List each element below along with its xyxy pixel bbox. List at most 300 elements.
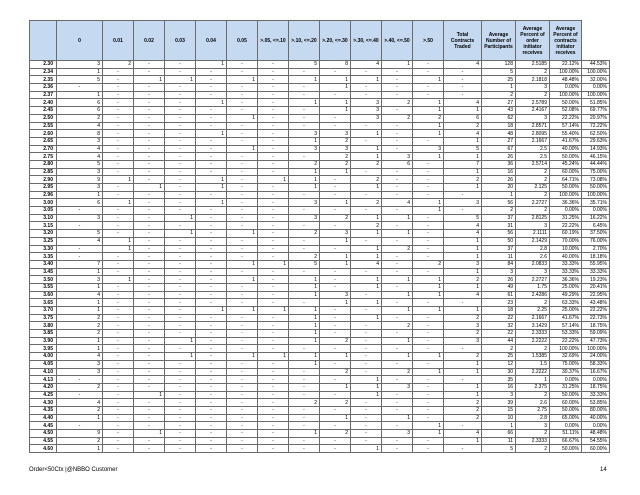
table-cell: 1 [165, 214, 196, 222]
table-cell: - [351, 414, 382, 422]
table-cell: - [320, 345, 351, 353]
table-cell: - [103, 383, 134, 391]
table-cell: 44 [482, 337, 516, 345]
table-cell: - [165, 360, 196, 368]
table-cell: - [227, 376, 258, 384]
table-row [30, 130, 610, 138]
table-cell: 3 [351, 114, 382, 122]
table-cell: - [165, 160, 196, 168]
table-cell: - [103, 268, 134, 276]
row-price-cell: 3.35 [30, 253, 57, 261]
table-cell: 60.00% [550, 399, 582, 407]
row-price-cell: 3.55 [30, 283, 57, 291]
table-cell: - [196, 383, 227, 391]
table-row [30, 430, 610, 438]
table-cell: 1 [444, 107, 482, 115]
table-cell: 2 [516, 345, 550, 353]
table-row [30, 153, 610, 161]
table-cell: 4 [444, 130, 482, 138]
table-cell: - [351, 68, 382, 76]
table-cell: 32.00% [582, 76, 610, 84]
row-price-cell: 2.75 [30, 153, 57, 161]
table-cell: 1 [382, 414, 413, 422]
table-cell: - [134, 91, 165, 99]
table-row [30, 68, 610, 76]
table-cell: 5 [57, 160, 103, 168]
table-cell: 1 [351, 391, 382, 399]
table-cell: - [196, 114, 227, 122]
table-cell: - [165, 430, 196, 438]
table-cell: - [103, 345, 134, 353]
table-cell: 50.00% [550, 445, 582, 453]
table-cell: 2 [289, 253, 320, 261]
table-cell: 1 [134, 391, 165, 399]
table-cell: - [351, 84, 382, 92]
column-header: >.20, <=.30 [320, 21, 351, 61]
row-price-cell: 4.05 [30, 360, 57, 368]
table-cell: - [134, 268, 165, 276]
table-cell: - [165, 130, 196, 138]
table-cell: - [103, 107, 134, 115]
table-cell: 2.4286 [516, 291, 550, 299]
table-cell: 2 [444, 276, 482, 284]
table-cell: - [227, 222, 258, 230]
contracts-table [29, 20, 610, 453]
table-cell: 3.1429 [516, 322, 550, 330]
table-cell: 1 [351, 283, 382, 291]
table-cell: - [382, 445, 413, 453]
table-row [30, 207, 610, 215]
column-header: 0.05 [227, 21, 258, 61]
table-cell: 1 [382, 230, 413, 238]
table-cell: - [196, 122, 227, 130]
table-cell: 1 [196, 176, 227, 184]
table-cell: 100.00% [550, 345, 582, 353]
table-cell: 67 [482, 145, 516, 153]
table-cell: 18.18% [582, 253, 610, 261]
row-price-cell: 2.70 [30, 145, 57, 153]
table-cell: - [196, 391, 227, 399]
table-cell: - [227, 391, 258, 399]
table-cell: 0.00% [582, 376, 610, 384]
table-cell: 1 [165, 76, 196, 84]
table-cell: 2 [482, 207, 516, 215]
table-row [30, 422, 610, 430]
table-cell: - [320, 360, 351, 368]
table-cell: - [382, 314, 413, 322]
table-cell: 1 [196, 184, 227, 192]
column-header: Average Percent of order initiator receives [516, 21, 550, 61]
table-cell: - [258, 322, 289, 330]
table-cell: 3 [57, 184, 103, 192]
row-price-cell: 3.70 [30, 307, 57, 315]
table-cell: 2 [57, 406, 103, 414]
table-cell: - [134, 199, 165, 207]
table-cell: 3 [57, 214, 103, 222]
table-cell: 4 [444, 230, 482, 238]
table-cell: 2.2727 [516, 199, 550, 207]
table-cell: 4 [351, 61, 382, 69]
table-cell: 4 [444, 99, 482, 107]
table-cell: 1 [57, 307, 103, 315]
row-price-cell: 4.55 [30, 437, 57, 445]
table-cell: 1 [227, 260, 258, 268]
table-cell: 1 [289, 360, 320, 368]
table-cell: 1 [444, 283, 482, 291]
table-cell: 2.375 [516, 383, 550, 391]
table-cell: 35.71% [582, 199, 610, 207]
table-cell: 2 [57, 383, 103, 391]
table-cell: - [196, 337, 227, 345]
table-cell: 4 [444, 61, 482, 69]
table-cell: 1 [413, 276, 444, 284]
table-cell: - [413, 406, 444, 414]
table-cell: - [227, 268, 258, 276]
table-cell: 4 [57, 122, 103, 130]
table-cell: 1 [320, 76, 351, 84]
table-cell: - [134, 214, 165, 222]
row-price-cell: 2.90 [30, 176, 57, 184]
table-cell: 1 [351, 299, 382, 307]
table-cell: - [320, 437, 351, 445]
table-cell: - [320, 307, 351, 315]
table-cell: - [196, 314, 227, 322]
row-price-cell: 4.40 [30, 414, 57, 422]
table-cell: 33.33% [582, 391, 610, 399]
table-cell: 22.22% [550, 337, 582, 345]
table-cell: 1 [413, 307, 444, 315]
table-cell: - [227, 84, 258, 92]
table-cell: 1.5 [516, 360, 550, 368]
table-cell: 1 [444, 391, 482, 399]
table-cell: - [413, 345, 444, 353]
table-cell: - [351, 122, 382, 130]
table-cell: - [258, 437, 289, 445]
table-cell: 2 [382, 114, 413, 122]
column-header: >.30, <=.40 [351, 21, 382, 61]
table-row [30, 376, 610, 384]
row-price-cell: 4.13 [30, 376, 57, 384]
table-cell: - [444, 68, 482, 76]
table-row [30, 137, 610, 145]
table-row [30, 445, 610, 453]
table-cell: - [258, 291, 289, 299]
table-cell: 19.23% [582, 276, 610, 284]
table-cell: - [165, 137, 196, 145]
table-cell: 1.75 [516, 283, 550, 291]
table-cell: - [382, 184, 413, 192]
table-cell: 1 [320, 414, 351, 422]
table-cell: - [351, 422, 382, 430]
table-cell: - [103, 153, 134, 161]
table-cell: - [258, 214, 289, 222]
table-cell: 44.44% [582, 160, 610, 168]
table-cell: - [320, 114, 351, 122]
table-cell: - [196, 353, 227, 361]
table-cell: - [227, 422, 258, 430]
table-cell: 3 [289, 130, 320, 138]
table-cell: 73.08% [582, 176, 610, 184]
table-cell: - [165, 283, 196, 291]
table-cell: 1 [444, 253, 482, 261]
row-price-cell: 2.30 [30, 61, 57, 69]
table-cell: 62.50% [582, 130, 610, 138]
table-cell: - [320, 207, 351, 215]
table-cell: - [351, 406, 382, 414]
table-cell: 2.8095 [516, 130, 550, 138]
table-cell: - [196, 268, 227, 276]
table-cell: 29.63% [582, 137, 610, 145]
table-cell: - [258, 230, 289, 238]
table-cell: 1 [351, 276, 382, 284]
table-cell: - [57, 253, 103, 261]
table-cell: - [134, 437, 165, 445]
table-cell: - [351, 337, 382, 345]
table-cell: - [351, 237, 382, 245]
table-cell: - [444, 207, 482, 215]
table-cell: - [227, 122, 258, 130]
table-cell: 1 [413, 353, 444, 361]
table-cell: 61 [482, 291, 516, 299]
table-cell: 1 [289, 322, 320, 330]
table-cell: - [103, 414, 134, 422]
table-cell: - [134, 260, 165, 268]
table-cell: 2 [320, 368, 351, 376]
table-cell: 8 [57, 130, 103, 138]
table-cell: - [382, 145, 413, 153]
table-cell: - [134, 122, 165, 130]
row-price-cell: 2.55 [30, 122, 57, 130]
table-cell: 27 [482, 137, 516, 145]
table-row [30, 99, 610, 107]
table-cell: - [227, 368, 258, 376]
table-cell: - [196, 207, 227, 215]
table-row [30, 291, 610, 299]
table-cell: - [351, 168, 382, 176]
table-cell: 100.00% [550, 191, 582, 199]
table-cell: 2 [516, 445, 550, 453]
row-price-cell: 3.00 [30, 199, 57, 207]
table-cell: - [165, 368, 196, 376]
table-cell: 1 [227, 145, 258, 153]
table-cell: - [413, 437, 444, 445]
table-cell: - [103, 353, 134, 361]
table-row [30, 276, 610, 284]
table-cell: - [165, 330, 196, 338]
table-cell: - [413, 376, 444, 384]
table-cell: - [196, 422, 227, 430]
table-row [30, 353, 610, 361]
table-cell: - [258, 376, 289, 384]
table-cell: 2 [413, 114, 444, 122]
table-cell: 1 [320, 383, 351, 391]
table-cell: 1 [57, 191, 103, 199]
table-cell: - [320, 176, 351, 184]
table-cell: - [103, 91, 134, 99]
table-cell: 1 [289, 314, 320, 322]
table-cell: 100.00% [582, 345, 610, 353]
table-cell: - [227, 437, 258, 445]
table-cell: 3 [382, 430, 413, 438]
table-cell: - [289, 91, 320, 99]
table-cell: 1 [320, 168, 351, 176]
table-cell: 11 [482, 437, 516, 445]
table-cell: 32.69% [550, 353, 582, 361]
table-cell: 1 [57, 91, 103, 99]
table-cell: - [134, 376, 165, 384]
table-cell: 2.70% [582, 245, 610, 253]
table-cell: - [134, 137, 165, 145]
table-cell: - [227, 299, 258, 307]
table-cell: 100.00% [550, 68, 582, 76]
table-cell: 4 [444, 430, 482, 438]
table-cell: 3 [320, 230, 351, 238]
table-cell: - [103, 299, 134, 307]
table-cell: 4 [382, 199, 413, 207]
table-cell: - [134, 176, 165, 184]
table-cell: 46.15% [582, 153, 610, 161]
table-row [30, 260, 610, 268]
table-cell: - [227, 184, 258, 192]
table-cell: - [413, 337, 444, 345]
table-cell: 69.77% [582, 107, 610, 115]
table-cell: 2 [516, 299, 550, 307]
table-row [30, 383, 610, 391]
table-cell: 56 [482, 230, 516, 238]
table-cell: 52.08% [550, 107, 582, 115]
table-cell: - [103, 406, 134, 414]
table-cell: - [103, 230, 134, 238]
table-cell: - [196, 414, 227, 422]
table-row [30, 222, 610, 230]
table-cell: - [413, 330, 444, 338]
table-cell: - [227, 283, 258, 291]
table-row [30, 360, 610, 368]
table-cell: 2.125 [516, 184, 550, 192]
table-cell: - [103, 291, 134, 299]
row-price-cell: 2.35 [30, 76, 57, 84]
table-cell: 14.93% [582, 145, 610, 153]
table-cell: 1 [413, 130, 444, 138]
table-cell: 4 [57, 153, 103, 161]
table-cell: - [258, 391, 289, 399]
table-cell: - [134, 222, 165, 230]
table-cell: - [320, 68, 351, 76]
table-cell: 1 [289, 330, 320, 338]
table-cell: 50.00% [550, 184, 582, 192]
table-cell: - [227, 383, 258, 391]
table-cell: 24.00% [582, 353, 610, 361]
table-cell: 6 [444, 114, 482, 122]
table-cell: 10.00% [550, 245, 582, 253]
table-cell: 2.6 [516, 253, 550, 261]
table-cell: 3 [57, 137, 103, 145]
row-price-cell: 3.40 [30, 260, 57, 268]
table-cell: - [165, 314, 196, 322]
table-cell: 1 [258, 176, 289, 184]
table-cell: 1 [351, 130, 382, 138]
table-cell: - [103, 391, 134, 399]
table-row [30, 214, 610, 222]
table-cell: 40.00% [550, 145, 582, 153]
table-cell: 26 [482, 176, 516, 184]
table-cell: - [134, 422, 165, 430]
table-cell: - [103, 260, 134, 268]
row-price-cell: 3.50 [30, 276, 57, 284]
table-cell: - [382, 91, 413, 99]
table-cell: - [227, 399, 258, 407]
table-cell: - [258, 107, 289, 115]
table-cell: - [382, 107, 413, 115]
table-cell: 2.3333 [516, 437, 550, 445]
table-cell: 16.22% [582, 214, 610, 222]
row-price-cell: 2.36 [30, 84, 57, 92]
table-cell: 20.41% [582, 283, 610, 291]
table-cell: 1 [289, 353, 320, 361]
table-cell: - [382, 437, 413, 445]
table-cell: - [351, 137, 382, 145]
table-cell: - [134, 383, 165, 391]
table-cell: - [134, 445, 165, 453]
table-cell: 1 [351, 145, 382, 153]
table-cell: - [413, 253, 444, 261]
table-cell: - [103, 422, 134, 430]
table-cell: 1 [196, 99, 227, 107]
table-cell: 32 [482, 322, 516, 330]
table-cell: - [134, 406, 165, 414]
table-cell: 2.1818 [516, 76, 550, 84]
table-cell: 0.00% [550, 84, 582, 92]
table-cell: - [165, 168, 196, 176]
table-cell: 2 [320, 137, 351, 145]
table-cell: 2.8571 [516, 122, 550, 130]
table-cell: 25 [482, 76, 516, 84]
column-header: Total Contracts Traded [444, 21, 482, 61]
table-cell: - [196, 214, 227, 222]
table-cell: 1 [196, 307, 227, 315]
table-row [30, 268, 610, 276]
table-cell: - [227, 253, 258, 261]
row-price-cell: 2.60 [30, 130, 57, 138]
table-cell: - [320, 376, 351, 384]
table-cell: 2 [444, 330, 482, 338]
table-cell: - [103, 437, 134, 445]
table-cell: 1 [444, 153, 482, 161]
table-cell: - [227, 314, 258, 322]
table-header-row [30, 21, 610, 61]
table-cell: 1 [320, 84, 351, 92]
table-cell: - [289, 68, 320, 76]
table-cell: 40.00% [582, 414, 610, 422]
table-cell: 5 [444, 145, 482, 153]
table-cell: 2 [444, 406, 482, 414]
table-cell: - [382, 345, 413, 353]
table-cell: 5 [482, 445, 516, 453]
table-cell: 1 [413, 76, 444, 84]
table-cell: - [165, 153, 196, 161]
table-cell: 35 [482, 376, 516, 384]
table-cell: - [289, 406, 320, 414]
table-cell: - [320, 406, 351, 414]
table-cell: - [382, 84, 413, 92]
row-price-cell: 4.30 [30, 399, 57, 407]
table-cell: - [258, 99, 289, 107]
table-cell: 48 [482, 130, 516, 138]
table-cell: - [320, 276, 351, 284]
table-cell: - [165, 322, 196, 330]
table-cell: - [413, 176, 444, 184]
table-cell: 11 [482, 253, 516, 261]
